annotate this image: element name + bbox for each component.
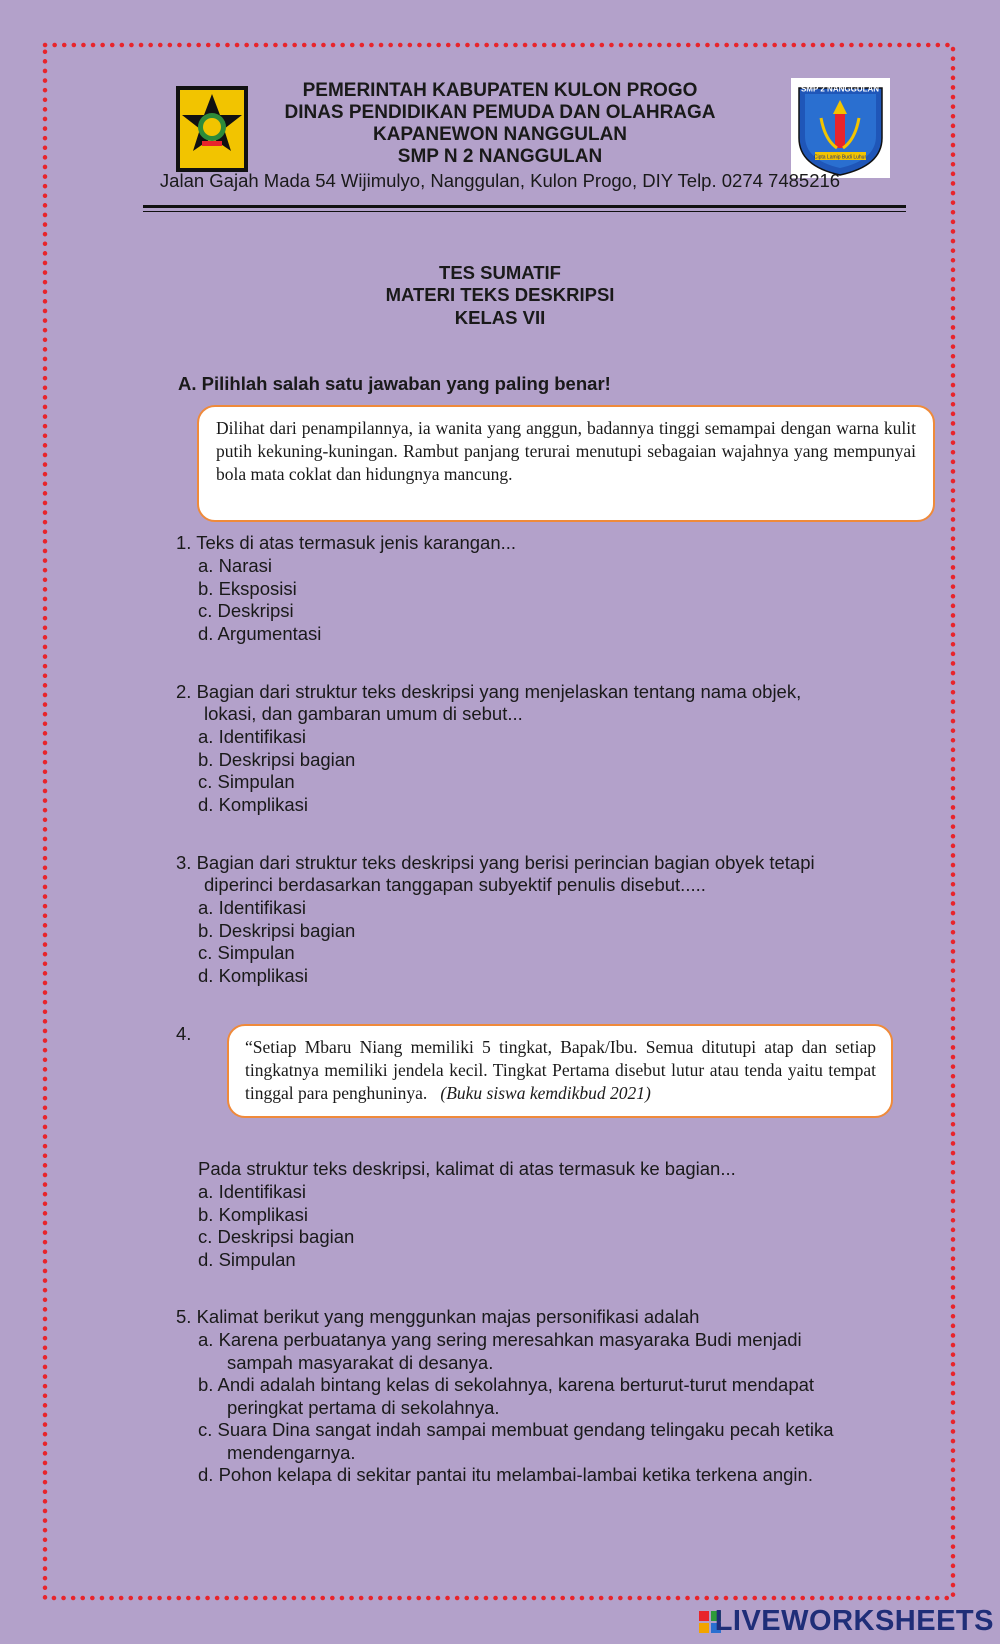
question-1-text: 1. Teks di atas termasuk jenis karangan...: [176, 532, 517, 553]
passage-2-source: (Buku siswa kemdikbud 2021): [440, 1083, 651, 1103]
question-2-option-b[interactable]: b. Deskripsi bagian: [198, 749, 356, 770]
section-a-heading: A. Pilihlah salah satu jawaban yang paling benar!: [178, 373, 611, 394]
question-5-option-b-cont[interactable]: peringkat pertama di sekolahnya.: [227, 1397, 500, 1418]
question-5-option-c[interactable]: c. Suara Dina sangat indah sampai membuat gendang telingaku pecah ketika: [198, 1419, 834, 1440]
question-5-option-a[interactable]: a. Karena perbuatanya yang sering meresahkan masyaraka Budi menjadi: [198, 1329, 802, 1350]
title-line-2: MATERI TEKS DESKRIPSI: [385, 284, 615, 305]
question-4-text: Pada struktur teks deskripsi, kalimat di atas termasuk ke bagian...: [198, 1158, 736, 1179]
question-3-text-line-1: 3. Bagian dari struktur teks deskripsi yang berisi perincian bagian obyek tetapi: [176, 852, 815, 873]
liveworksheets-brand[interactable]: LIVEWORKSHEETS: [714, 1605, 994, 1637]
header-line-1: PEMERINTAH KABUPATEN KULON PROGO: [302, 80, 698, 101]
question-4-option-d[interactable]: d. Simpulan: [198, 1249, 296, 1270]
header-line-4: SMP N 2 NANGGULAN: [397, 146, 603, 167]
question-5-option-d[interactable]: d. Pohon kelapa di sekitar pantai itu melambai-lambai ketika terkena angin.: [198, 1464, 813, 1485]
header-line-2: DINAS PENDIDIKAN PEMUDA DAN OLAHRAGA: [284, 102, 716, 123]
question-1-option-c[interactable]: c. Deskripsi: [198, 600, 294, 621]
header-rule-thick: [143, 205, 906, 208]
question-3-option-b[interactable]: b. Deskripsi bagian: [198, 920, 356, 941]
question-3-option-d[interactable]: d. Komplikasi: [198, 965, 309, 986]
question-2-option-d[interactable]: d. Komplikasi: [198, 794, 309, 815]
question-1-option-a[interactable]: a. Narasi: [198, 555, 273, 576]
passage-1-text: Dilihat dari penampilannya, ia wanita yang anggun, badannya tinggi semampai dengan warna kulit putih kekuning-kuningan. Rambut panjang terurai menutupi sebagaian wajahnya yang mempunyai bola mata coklat dan hidungnya mancung.: [216, 418, 916, 484]
question-4-option-c[interactable]: c. Deskripsi bagian: [198, 1226, 355, 1247]
header-address: Jalan Gajah Mada 54 Wijimulyo, Nanggulan, Kulon Progo, DIY Telp. 0274 7485216: [159, 170, 841, 191]
question-4-option-b[interactable]: b. Komplikasi: [198, 1204, 309, 1225]
question-5-option-b[interactable]: b. Andi adalah bintang kelas di sekolahnya, karena berturut-turut mendapat: [198, 1374, 815, 1395]
question-3-option-a[interactable]: a. Identifikasi: [198, 897, 306, 918]
passage-box-1: [197, 405, 935, 522]
passage-box-2: [227, 1024, 893, 1118]
passage-2-text: “Setiap Mbaru Niang memiliki 5 tingkat, Bapak/Ibu. Semua ditutupi atap dan setiap tingkatnya memiliki jendela kecil. Tingkat Pertama disebut lutur atau tenda yaitu tempat tinggal para penghuninya.: [245, 1037, 876, 1103]
question-4-number: 4.: [176, 1023, 192, 1044]
question-1-option-d[interactable]: d. Argumentasi: [198, 623, 322, 644]
question-5-option-a-cont[interactable]: sampah masyarakat di desanya.: [227, 1352, 494, 1373]
question-1-option-b[interactable]: b. Eksposisi: [198, 578, 297, 599]
header-line-3: KAPANEWON NANGGULAN: [372, 124, 628, 145]
school-logo-text: SMP 2 NANGGULAN: [800, 84, 880, 94]
question-3-option-c[interactable]: c. Simpulan: [198, 942, 295, 963]
question-2-option-a[interactable]: a. Identifikasi: [198, 726, 306, 747]
question-5-text: 5. Kalimat berikut yang menggunkan majas personifikasi adalah: [176, 1306, 700, 1327]
title-line-1: TES SUMATIF: [439, 262, 561, 283]
question-4-option-a[interactable]: a. Identifikasi: [198, 1181, 306, 1202]
question-3-text-line-2: diperinci berdasarkan tanggapan subyektif penulis disebut.....: [204, 874, 706, 895]
school-logo-motto: Cipta Lamip Budi Luhur: [813, 154, 867, 161]
question-2-text-line-1: 2. Bagian dari struktur teks deskripsi yang menjelaskan tentang nama objek,: [176, 681, 802, 702]
question-2-text-line-2: lokasi, dan gambaran umum di sebut...: [204, 703, 523, 724]
title-line-3: KELAS VII: [454, 307, 546, 328]
question-5-option-c-cont[interactable]: mendengarnya.: [227, 1442, 356, 1463]
header-rule-thin: [143, 211, 906, 212]
question-2-option-c[interactable]: c. Simpulan: [198, 771, 295, 792]
